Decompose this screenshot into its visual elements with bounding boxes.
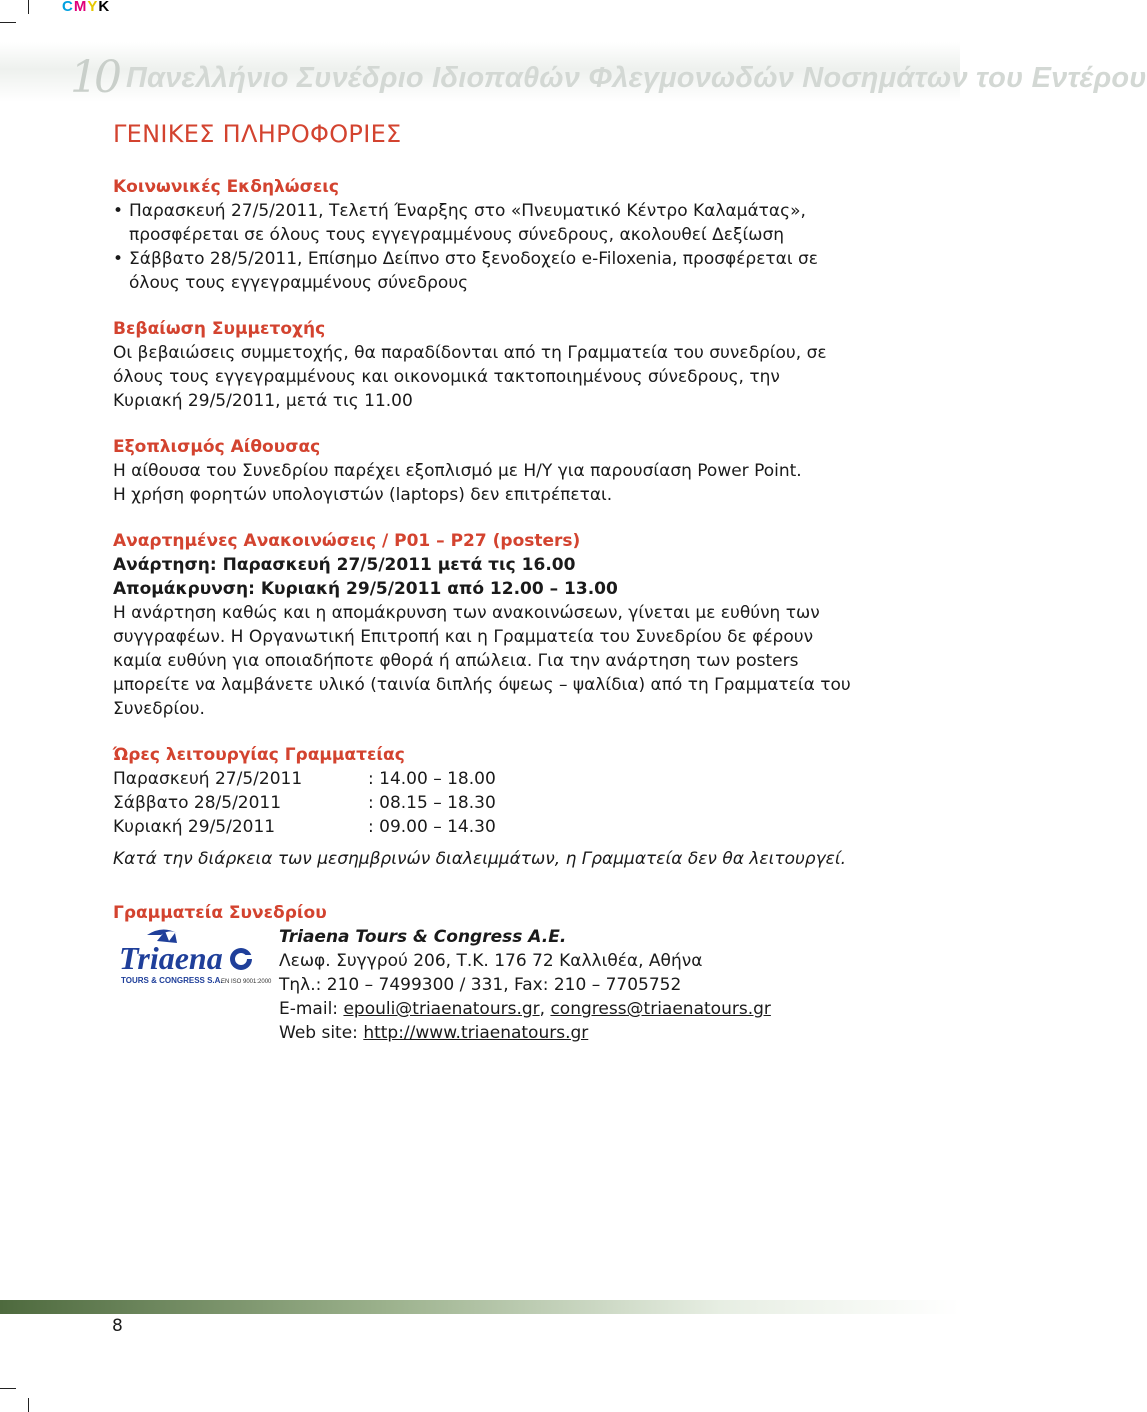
cmyk-y: Y <box>87 0 99 15</box>
company-phone: Τηλ.: 210 – 7499300 / 331, Fax: 210 – 7705752 <box>279 975 682 995</box>
certificate-text: Οι βεβαιώσεις συμμετοχής, θα παραδίδονται από τη Γραμματεία του συνεδρίου, σε όλους τους εγγεγραμμένους και οικονομικά τακτοποιημένους σύνεδρους, την Κυριακή 29/5/2011, μετά τις 11.00 <box>113 343 827 411</box>
posters-section <box>113 529 853 721</box>
hours-note: Κατά την διάρκεια των μεσημβρινών διαλειμμάτων, η Γραμματεία δεν θα λειτουργεί. <box>113 849 847 869</box>
hours-time: : 14.00 – 18.00 <box>368 769 496 789</box>
svg-text:EN ISO 9001:2000: EN ISO 9001:2000 <box>221 979 272 985</box>
page-number: 8 <box>112 1316 123 1336</box>
banner-title: Πανελλήνιο Συνέδριο Ιδιοπαθών Φλεγμονωδών Νοσημάτων του Εντέρου <box>126 62 1147 94</box>
svg-text:TOURS & CONGRESS S.A.: TOURS & CONGRESS S.A. <box>121 976 223 985</box>
hours-day: Κυριακή 29/5/2011 <box>113 817 276 837</box>
posters-text: Η ανάρτηση καθώς και η απομάκρυνση των ανακοινώσεων, γίνεται με ευθύνη των συγγραφέων. Η Οργανωτική Επιτροπή και η Γραμματεία του Συνεδρίου δε φέρουν καμία ευθύνη για οποιαδήποτε φθορά ή απώλεια. Για την ανάρτηση των posters μπορείτε να λαμβάνετε υλικό (ταινία διπλής όψεως – ψαλίδια) από τη Γραμματεία του Συνεδρίου. <box>113 603 851 719</box>
certificate-heading: Βεβαίωση Συμμετοχής <box>113 319 326 339</box>
web-link[interactable]: http://www.triaenatours.gr <box>363 1023 589 1043</box>
email-link-1[interactable]: epouli@triaenatours.gr <box>343 999 540 1019</box>
crop-mark <box>28 0 29 14</box>
posters-remove-time: Απομάκρυνση: Κυριακή 29/5/2011 από 12.00 – 13.00 <box>113 579 618 599</box>
cmyk-k: K <box>98 0 111 15</box>
equipment-line: Η αίθουσα του Συνεδρίου παρέχει εξοπλισμό με Η/Υ για παρουσίαση Power Point. <box>113 461 802 481</box>
crop-mark <box>28 1398 29 1412</box>
email-label: E-mail: <box>279 999 344 1019</box>
crop-mark <box>0 22 16 23</box>
triaena-logo <box>113 925 279 1045</box>
footer-bar <box>0 1300 960 1314</box>
hours-row <box>113 815 853 839</box>
posters-hang-time: Ανάρτηση: Παρασκευή 27/5/2011 μετά τις 16.00 <box>113 555 576 575</box>
secretariat-heading: Γραμματεία Συνεδρίου <box>113 903 327 923</box>
email-line <box>279 997 853 1021</box>
contact-block <box>113 925 853 1045</box>
triaena-logo-icon <box>117 925 277 1005</box>
hours-row <box>113 767 853 791</box>
web-label: Web site: <box>279 1023 364 1043</box>
cmyk-m: M <box>73 0 88 15</box>
page-title: ΓΕΝΙΚΕΣ ΠΛΗΡΟΦΟΡΙΕΣ <box>113 120 402 148</box>
list-item: • Σάββατο 28/5/2011, Επίσημο Δείπνο στο ξενοδοχείο e-Filoxenia, προσφέρεται σε όλους τους εγγεγραμμένους σύνεδρους <box>113 247 853 295</box>
crop-mark <box>0 1388 16 1389</box>
social-list <box>113 199 853 295</box>
secretariat-section <box>113 901 853 1045</box>
social-section <box>113 175 853 295</box>
hours-time: : 08.15 – 18.30 <box>368 793 496 813</box>
banner-number: 10 <box>70 52 118 103</box>
web-line <box>279 1021 853 1045</box>
cmyk-mark <box>62 0 110 15</box>
cmyk-c: C <box>62 0 74 15</box>
email-sep: , <box>539 999 551 1019</box>
hours-section <box>113 743 853 871</box>
hours-row <box>113 791 853 815</box>
equipment-line: Η χρήση φορητών υπολογιστών (laptops) δεν επιτρέπεται. <box>113 485 613 505</box>
company-name: Triaena Tours & Congress A.E. <box>279 927 567 947</box>
email-link-2[interactable]: congress@triaenatours.gr <box>550 999 771 1019</box>
hours-day: Παρασκευή 27/5/2011 <box>113 769 303 789</box>
hours-time: : 09.00 – 14.30 <box>368 817 496 837</box>
certificate-section <box>113 317 853 413</box>
contact-details <box>279 925 853 1045</box>
posters-heading: Αναρτημένες Ανακοινώσεις / Ρ01 – Ρ27 (posters) <box>113 531 581 551</box>
svg-text:Triaena: Triaena <box>119 940 223 976</box>
social-heading: Κοινωνικές Εκδηλώσεις <box>113 177 339 197</box>
company-address: Λεωφ. Συγγρού 206, Τ.Κ. 176 72 Καλλιθέα, Αθήνα <box>279 951 703 971</box>
equipment-heading: Εξοπλισμός Αίθουσας <box>113 437 321 457</box>
hours-day: Σάββατο 28/5/2011 <box>113 793 282 813</box>
equipment-section <box>113 435 853 507</box>
main-content <box>113 120 853 1067</box>
list-item: • Παρασκευή 27/5/2011, Τελετή Έναρξης στο «Πνευματικό Κέντρο Καλαμάτας», προσφέρεται σε όλους τους εγγεγραμμένους σύνεδρους, ακολουθεί Δεξίωση <box>113 199 853 247</box>
hours-heading: Ώρες λειτουργίας Γραμματείας <box>113 745 405 765</box>
